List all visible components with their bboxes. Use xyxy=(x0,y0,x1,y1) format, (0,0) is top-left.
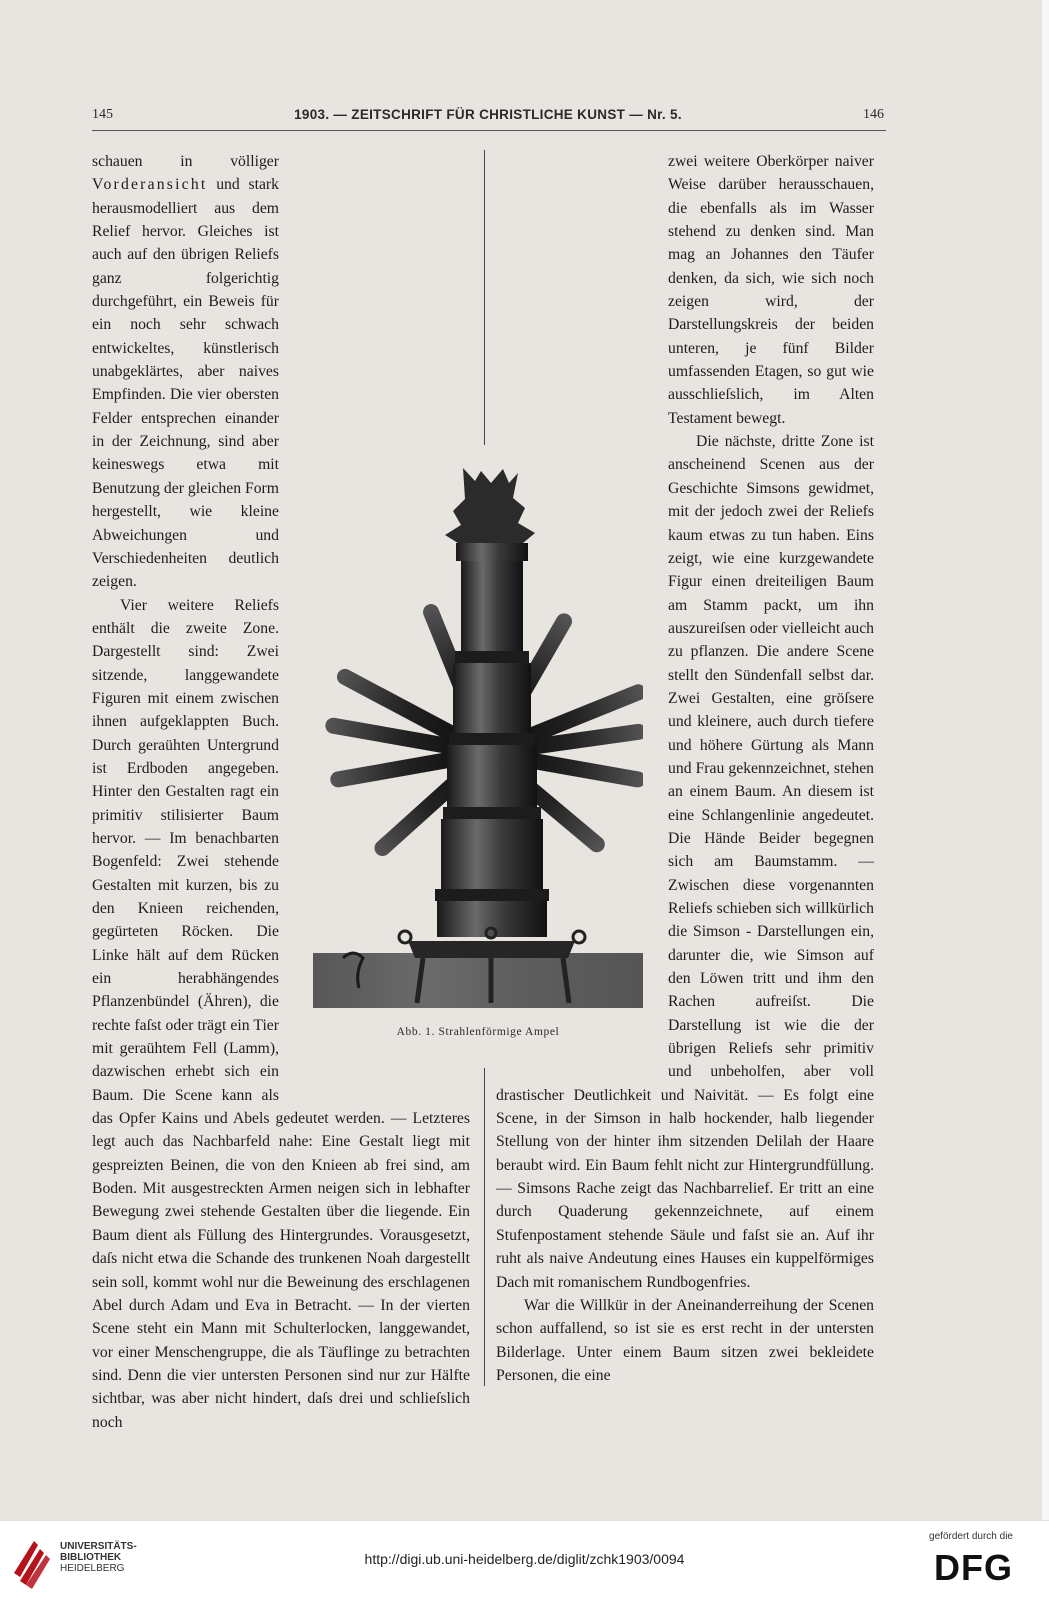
university-library-name: UNIVERSITÄTS- BIBLIOTHEK HEIDELBERG xyxy=(60,1541,137,1574)
header-rule xyxy=(92,130,886,131)
lamp-photograph xyxy=(313,463,643,1029)
permalink-url[interactable]: http://digi.ub.uni-heidelberg.de/diglit/zchk1903/0094 xyxy=(364,1551,685,1567)
running-header xyxy=(92,107,884,127)
funding-label: gefördert durch die xyxy=(929,1531,1013,1542)
dfg-logo[interactable]: DFG xyxy=(934,1547,1013,1588)
column-divider-top xyxy=(484,150,485,445)
viewer-footer xyxy=(0,1520,1049,1601)
figure-caption: Abb. 1. Strahlenförmige Ampel xyxy=(396,1026,560,1038)
page-number-right: 146 xyxy=(863,107,884,122)
page-edge xyxy=(1042,0,1049,1520)
left-paragraph-2: Vier weitere Reliefs enthält die zweite Zone. Dargestellt sind: Zwei sitzende, langgewandete Figuren mit einem zwischen ihnen aufgeklappten Buch. Durch geraühten Untergrund ist Erdboden angegeben. Hinter den Gestalten ragt ein primitiv stilisierter Baum hervor. — Im benachbarten Bogenfeld: Zwei stehende Gestalten mit kurzen, bis zu den Knieen reichenden, gegürteten Röcken. Die Linke hält auf dem Rücken ein herabhängendes Pflanzenbündel (Ähren), die rechte faſst oder trägt ein Tier mit geraühtem Fell (Lamm), dazwischen erhebt sich ein Baum. Die Scene kann als das Opfer Kains und Abels gedeutet werden. — Letzteres legt auch das Nachbarfeld nahe: Eine Gestalt liegt mit gespreizten Beinen, die von den Knieen ab frei sind, am Boden. Mit ausgestreckten Armen neigen sich in lebhafter Bewegung zwei stehende Gestalten über die liegende. Ein Baum dient als Füllung des Hintergrundes. Vorausgesetzt, daſs nicht etwa die Schande des trunkenen Noah dargestellt sein soll, kommt wohl nur die Beweinung des erschlagenen Abel durch Adam und Eva in Betracht. — In der vierten Scene steht ein Mann mit Schulterlocken, langgewandet, vor einer Menschengruppe, die als Täuflinge zu betrachten sind. Denn die vier untersten Personen sind nur zur Hälfte sichtbar, was aber nicht hindert, daſs drei und schlieſslich noch xyxy=(92,596,470,1431)
lamp-illustration xyxy=(313,463,643,1023)
right-paragraph-3: War die Willkür in der Aneinanderreihung der Scenen schon auffallend, so ist sie es erst recht in der untersten Bilderlage. Unter einem Baum sitzen zwei bekleidete Personen, die eine xyxy=(496,1296,874,1384)
right-paragraph-2: Die nächste, dritte Zone ist anscheinend Scenen aus der Geschichte Simsons gewidmet, mit der jedoch zwei der Reliefs kaum etwas zu tun haben. Eins zeigt, wie eine kurzgewandete Figur einen dreiteiligen Baum am Stamm packt, um ihn auszureiſsen oder vielleicht auch zu pflanzen. Die andere Scene stellt den Sündenfall selbst dar. Zwei Gestalten, eine gröſsere und kleinere, auch durch tiefere und höhere Gürtung als Mann und Frau gekennzeichnet, stehen an einem Baum. An diesem ist eine Schlangenlinie angedeutet. Die Hände Beider begegnen sich am Baumstamm. — Zwischen diese vorgenannten Reliefs schieben sich willkürlich die Simson - Darstellungen ein, darunter die, wie Simson auf den Löwen tritt und ihm den Rachen aufreiſst. Die Darstellung ist wie die der übrigen Reliefs sehr primitiv und unbeholfen, aber voll drastischer Deutlichkeit und Naivität. — Es folgt eine Scene, in der Simson in halb hockender, halb liegender Stellung von der hinter ihm sitzenden Delilah der Haare beraubt wird. Ein Baum fehlt nicht zur Hintergrundfüllung. — Simsons Rache zeigt das Nachbarrelief. Er tritt an eine durch Quaderung gekennzeichnete, auf einem Stufenpostament stehende Säule und faſst sie an. Auf ihr ruht als naive Andeutung eines Hauses ein kuppelförmiges Dach mit romanischem Rundbogenfries. xyxy=(496,433,874,1291)
journal-title: 1903. — ZEITSCHRIFT FÜR CHRISTLICHE KUNST — Nr. 5. xyxy=(294,107,682,122)
left-paragraph-1: schauen in völliger Vorderansicht und stark herausmodelliert aus dem Relief hervor. Gleiches ist auch auf den übrigen Reliefs ganz folgerichtig durchgeführt, ein Beweis für ein noch sehr schwach entwickeltes, künstlerisch unabgeklärtes, aber naives Empfinden. Die vier obersten Felder entsprechen einander in der Zeichnung, sind aber keineswegs etwa mit Benutzung der gleichen Form hergestellt, wie kleine Abweichungen und Verschiedenheiten deutlich zeigen. xyxy=(92,153,279,591)
page-number-left: 145 xyxy=(92,107,113,122)
right-paragraph-1: zwei weitere Oberkörper naiver Weise darüber herausschauen, die ebenfalls als im Wasser stehend zu denken sind. Man mag an Johannes den Täufer denken, da sich, wie sich noch zeigen wird, der Darstellungskreis der beiden unteren, je fünf Bilder umfassenden Etagen, so gut wie ausschlieſslich, im Alten Testament bewegt. xyxy=(668,153,874,427)
column-divider-bottom xyxy=(484,1068,485,1386)
